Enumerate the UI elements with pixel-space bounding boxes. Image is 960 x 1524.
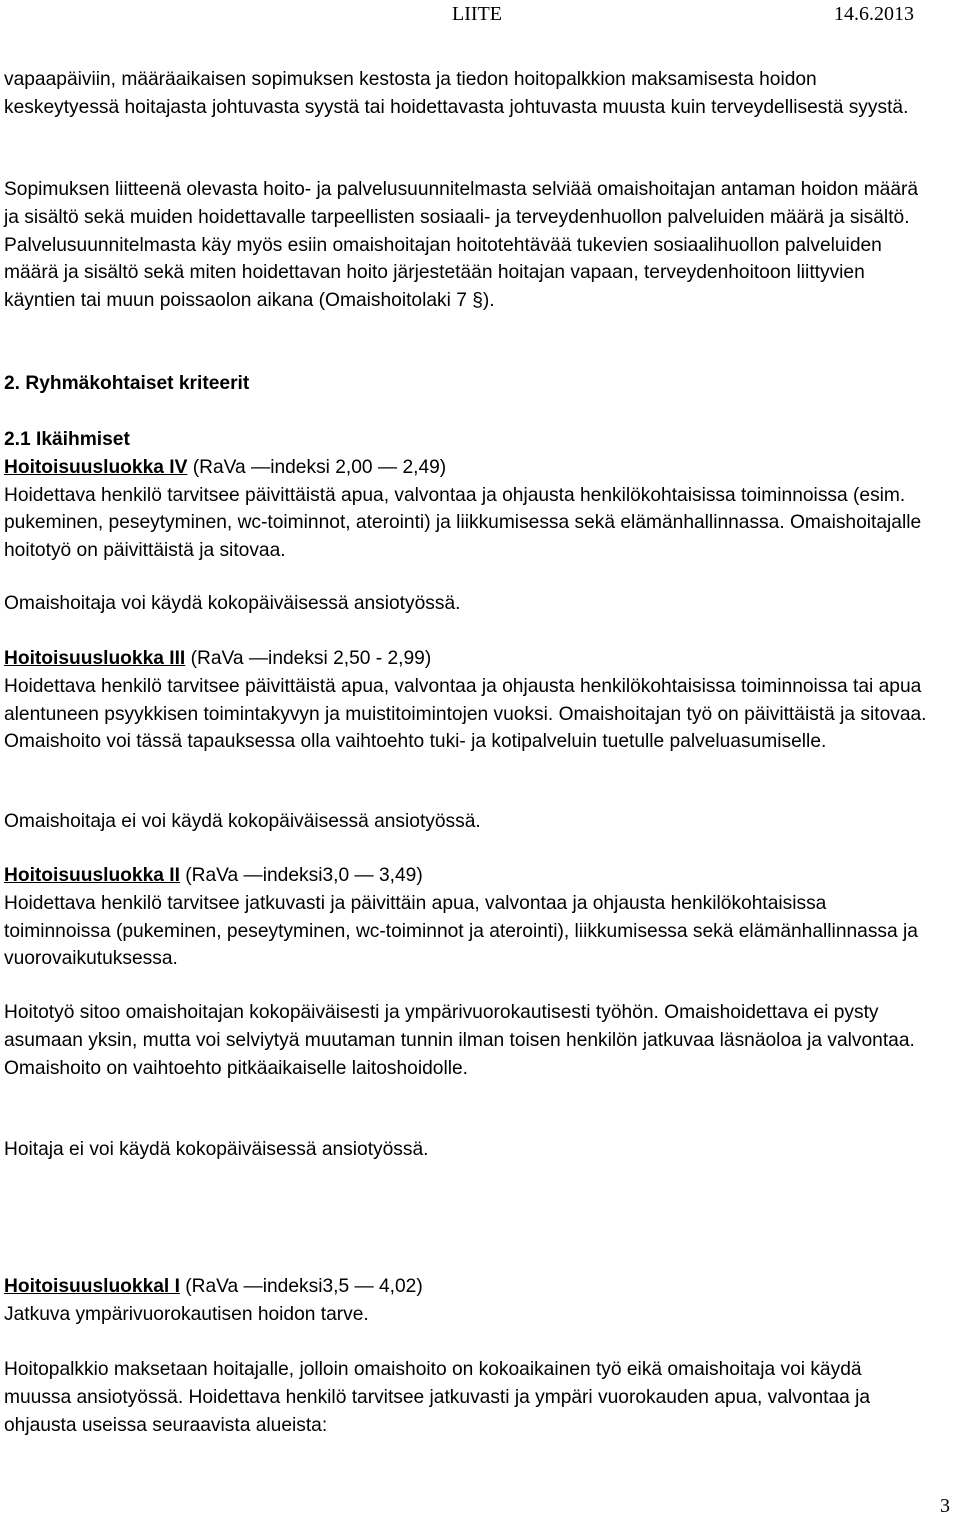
header-date: 14.6.2013 xyxy=(834,3,914,25)
class1-title-line xyxy=(4,1273,934,1301)
class4-block xyxy=(4,426,934,565)
intro-text-1: vapaapäiviin, määräaikaisen sopimuksen kestosta ja tiedon hoitopalkkion maksamisesta hoidon keskeytyessä hoitajasta johtuvasta syystä tai hoidettavasta johtuvasta muusta kuin terveydellisestä syystä. xyxy=(4,69,909,118)
class4-index: (RaVa —indeksi 2,00 — 2,49) xyxy=(187,456,447,478)
class4-title-line xyxy=(4,454,934,482)
section-subheading: 2.1 Ikäihmiset xyxy=(4,429,130,450)
header-label: LIITE xyxy=(452,3,502,25)
class2-index: (RaVa —indeksi3,0 — 3,49) xyxy=(179,865,423,886)
class3-note: Omaishoitaja ei voi käydä kokopäiväisessä ansiotyössä. xyxy=(4,811,481,832)
class1-desc2: Hoitopalkkio maksetaan hoitajalle, jolloin omaishoito on kokoaikainen työ eikä omaishoitaja voi käydä muussa ansiotyössä. Hoidettava henkilö tarvitsee jatkuvasti ja ympäri vuorokauden apua, valvontaa ja ohjausta useissa seuraavista alueista: xyxy=(4,1359,871,1436)
intro-paragraph-1 xyxy=(4,66,934,122)
class1-title: Hoitoisuusluokkal I xyxy=(4,1276,180,1297)
class1-block xyxy=(4,1273,934,1329)
class2-title: Hoitoisuusluokka II xyxy=(4,865,180,886)
class3-title-line xyxy=(4,645,934,673)
class2-note: Hoitaja ei voi käydä kokopäiväisessä ansiotyössä. xyxy=(4,1139,429,1160)
class2-desc2: Hoitotyö sitoo omaishoitajan kokopäiväisesti ja ympärivuorokautisesti työhön. Omaishoidettava ei pysty asumaan yksin, mutta voi selviytyä muutaman tunnin ilman toisen henkilön jatkuvaa läsnäoloa ja valvontaa. Omaishoito on vaihtoehto pitkäaikaiselle laitoshoidolle. xyxy=(4,1002,915,1079)
class3-desc: Hoidettava henkilö tarvitsee päivittäistä apua, valvontaa ja ohjausta henkilökohtaisissa toiminnoissa tai apua alentuneen psyykkisen toimintakyvyn ja muistitoimintojen vuoksi. Omaishoitajan työ on päivittäistä ja sitovaa. Omaishoito voi tässä tapauksessa olla vaihtoehto tuki- ja kotipalveluin tuetulle palveluasumiselle. xyxy=(4,675,927,753)
page-number: 3 xyxy=(940,1495,950,1517)
section-heading: 2. Ryhmäkohtaiset kriteerit xyxy=(4,373,250,394)
class3-index: (RaVa —indeksi 2,50 - 2,99) xyxy=(185,648,432,669)
class4-desc: Hoidettava henkilö tarvitsee päivittäistä apua, valvontaa ja ohjausta henkilökohtaisissa toiminnoissa (esim. pukeminen, peseytyminen, wc-toiminnot, aterointi) ja liikkumisessa sekä elämänhallinnassa. Omaishoitajalle hoitotyö on päivittäistä ja sitovaa. xyxy=(4,484,922,562)
class2-title-line xyxy=(4,862,934,890)
class4-note: Omaishoitaja voi käydä kokopäiväisessä ansiotyössä. xyxy=(4,593,461,614)
intro-text-2: Sopimuksen liitteenä olevasta hoito- ja palvelusuunnitelmasta selviää omaishoitajan antaman hoidon määrä ja sisältö sekä muiden hoidettavalle tarpeellisten sosiaali- ja terveydenhuollon palveluiden määrä ja sisältö. Palvelusuunnitelmasta käy myös esiin omaishoitajan hoitotehtävää tukevien sosiaalihuollon palveluiden määrä ja sisältö sekä miten hoidettavan hoito järjestetään hoitajan vapaan, terveydenhoitoon liittyvien käyntien tai muun poissaolon aikana (Omaishoitolaki 7 §). xyxy=(4,179,919,312)
class2-desc: Hoidettava henkilö tarvitsee jatkuvasti ja päivittäin apua, valvontaa ja ohjausta henkilökohtaisissa toiminnoissa (pukeminen, peseytyminen, wc-toiminnot ja aterointi), liikkumisessa sekä elämänhallinnassa ja vuorovaikutuksessa. xyxy=(4,892,918,970)
intro-paragraph-2 xyxy=(4,176,934,315)
class1-desc: Jatkuva ympärivuorokautisen hoidon tarve. xyxy=(4,1303,369,1325)
class3-title: Hoitoisuusluokka III xyxy=(4,648,186,669)
class4-title: Hoitoisuusluokka IV xyxy=(4,456,188,478)
class2-block xyxy=(4,862,934,973)
class3-block xyxy=(4,645,934,756)
class1-index: (RaVa —indeksi3,5 — 4,02) xyxy=(179,1276,423,1297)
